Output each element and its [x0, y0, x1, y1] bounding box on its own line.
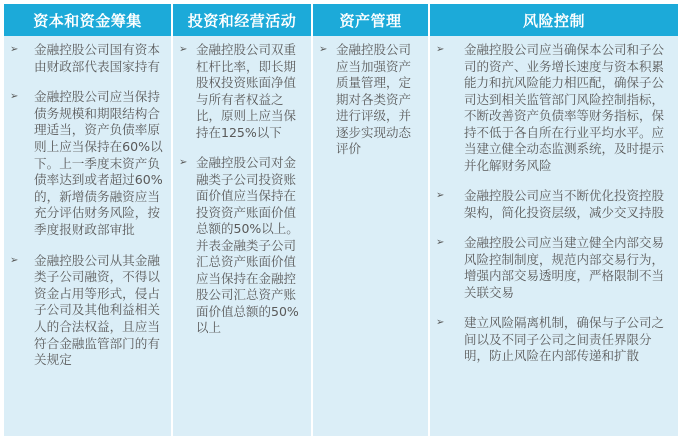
- list-item: [179, 42, 305, 141]
- list-item: [10, 89, 165, 238]
- column-capital-funding: [4, 36, 173, 436]
- list-item: [436, 42, 672, 174]
- arrow-bullet-icon: ➢: [10, 254, 19, 266]
- arrow-bullet-icon: ➢: [10, 91, 19, 103]
- table-body-row: [4, 36, 678, 436]
- list-item: [436, 188, 672, 221]
- list-item-text: 金融控股公司应当建立健全内部交易风险控制制度，规范内部交易行为，增强内部交易透明度，严格限制不当关联交易: [464, 235, 665, 300]
- arrow-bullet-icon: ➢: [436, 190, 445, 201]
- table-header-row: [4, 4, 678, 36]
- list-item: [10, 253, 165, 369]
- arrow-bullet-icon: ➢: [179, 44, 188, 55]
- list-item-text: 金融控股公司应当确保本公司和子公司的资产、业务增长速度与资本积累能力和抗风险能力相匹配，确保子公司达到相关监管部门风险控制指标，不断改善资产负债率等财务指标，保持不低于各自所在行业平均水平。应当建立健全动态监测系统，及时提示并化解财务风险: [464, 42, 665, 173]
- column-asset-management: [313, 36, 430, 436]
- list-item-text: 金融控股公司应当加强资产质量管理，定期对各类资产进行评级，并逐步实现动态评价: [336, 42, 412, 156]
- arrow-bullet-icon: ➢: [436, 317, 445, 328]
- arrow-bullet-icon: ➢: [436, 44, 445, 55]
- arrow-bullet-icon: ➢: [319, 44, 328, 55]
- list-item: [319, 42, 422, 158]
- list-item-text: 金融控股公司对金融类子公司投资账面价值应当保持在投资资产账面价值总额的50%以上。并表金融类子公司汇总资产账面价值应当保持在金融控股公司汇总资产账面价值总额的50%以上: [196, 155, 299, 335]
- arrow-bullet-icon: ➢: [179, 157, 188, 168]
- list-item: [436, 235, 672, 301]
- header-risk-control: 风险控制: [430, 4, 678, 36]
- column-investment-operations: [173, 36, 313, 436]
- header-investment-operations: 投资和经营活动: [173, 4, 313, 36]
- list-item: [10, 42, 165, 75]
- list-item: [436, 315, 672, 365]
- list-item-text: 金融控股公司应当不断优化投资控股架构，简化投资层级，减少交叉持股: [464, 188, 665, 220]
- arrow-bullet-icon: ➢: [10, 44, 19, 55]
- list-item-text: 金融控股公司国有资本由财政部代表国家持有: [34, 42, 160, 74]
- list-item-text: 金融控股公司应当保持债务规模和期限结构合理适当，资产负债率原则上应当保持在60%以下。上一季度末资产负债率达到或者超过60%的，新增债务融资应当充分评估财务风险，按季度报财政部审批: [34, 89, 163, 237]
- header-capital-funding: 资本和资金筹集: [4, 4, 173, 36]
- list-item: [179, 155, 305, 337]
- arrow-bullet-icon: ➢: [436, 237, 445, 248]
- list-item-text: 建立风险隔离机制，确保与子公司之间以及不同子公司之间责任界限分明，防止风险在内部传递和扩散: [464, 315, 665, 363]
- column-risk-control: [430, 36, 678, 436]
- list-item-text: 金融控股公司双重杠杆比率，即长期股权投资账面净值与所有者权益之比，原则上应当保持在125%以下: [196, 42, 297, 140]
- list-item-text: 金融控股公司从其金融类子公司融资，不得以资金占用等形式，侵占子公司及其他利益相关人的合法权益，且应当符合金融监管部门的有关规定: [34, 252, 160, 368]
- header-asset-management: 资产管理: [313, 4, 430, 36]
